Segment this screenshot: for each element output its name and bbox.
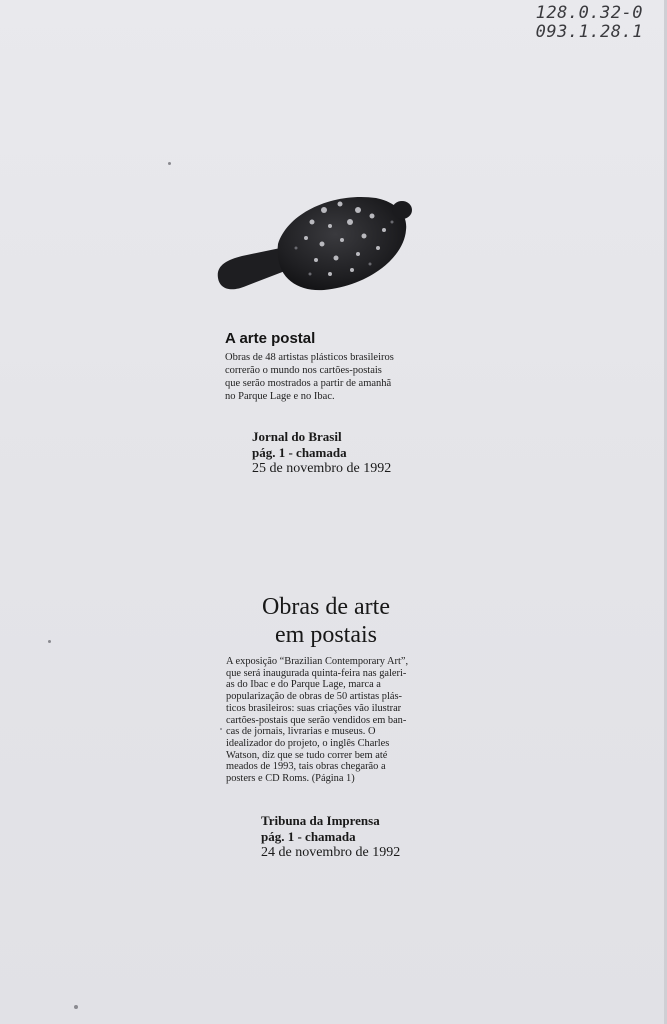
clipping-2-body-line: ticos brasileiros: suas criações vão ilustrar — [226, 702, 402, 714]
source-2-page: pág. 1 - chamada — [261, 829, 356, 844]
clipping-1-source — [252, 429, 391, 477]
archive-note-line-1: 128.0.32-0 — [535, 3, 643, 23]
clipping-1-body-line: correrão o mundo nos cartões-postais — [225, 365, 382, 376]
scan-speck — [48, 640, 51, 643]
clipping-1-body-line: no Parque Lage e no Ibac. — [225, 391, 335, 402]
source-2-date: 24 de novembro de 1992 — [261, 845, 401, 860]
clipping-2-headline-line-1: Obras de arte — [262, 594, 390, 620]
clipping-2-body-line: Watson, diz que se tudo correr bem até — [226, 749, 388, 761]
source-1-newspaper: Jornal do Brasil — [252, 429, 342, 444]
clipping-2-body-line: A exposição “Brazilian Contemporary Art”, — [226, 656, 409, 667]
source-1-date: 25 de novembro de 1992 — [252, 461, 392, 476]
sculpture-photo — [212, 186, 416, 298]
handwritten-archive-note — [536, 4, 643, 42]
scan-speck — [220, 728, 222, 730]
clipping-2-body-line: posters e CD Roms. (Página 1) — [226, 773, 355, 785]
scan-speck — [168, 162, 171, 165]
clipping-1-body-line: Obras de 48 artistas plásticos brasileiros — [225, 352, 394, 363]
clipping-2-body-line: idealizador do projeto, o inglês Charles — [226, 737, 390, 749]
clipping-1-body — [225, 351, 425, 403]
clipping-2-body-line: que será inaugurada quinta-feira nas galeri- — [226, 667, 407, 679]
archive-note-line-2: 093.1.28.1 — [535, 22, 643, 42]
source-2-newspaper: Tribuna da Imprensa — [261, 813, 380, 828]
clipping-2-body-line: cas de jornais, livrarias e museus. O — [226, 726, 376, 738]
clipping-2-body-line: popularização de obras de 50 artistas plás- — [226, 691, 402, 703]
clipping-2-body — [226, 656, 426, 785]
clipping-1-headline: A arte postal — [225, 330, 316, 347]
clipping-2-body-line: as do Ibac e do Parque Lage, marca a — [226, 679, 381, 691]
clipping-1-body-line: que serão mostrados a partir de amanhã — [225, 378, 392, 389]
clipping-2-body-line: meados de 1993, tais obras chegarão a — [226, 761, 386, 773]
source-1-page: pág. 1 - chamada — [252, 445, 347, 460]
clipping-2-headline-line-2: em postais — [275, 622, 377, 648]
clipping-2-source — [261, 813, 400, 861]
scan-speck — [74, 1005, 78, 1009]
clipping-2-headline — [226, 593, 426, 649]
clipping-2-body-line: cartões-postais que serão vendidos em ban- — [226, 714, 407, 726]
sculpture-photo-svg — [212, 186, 416, 298]
